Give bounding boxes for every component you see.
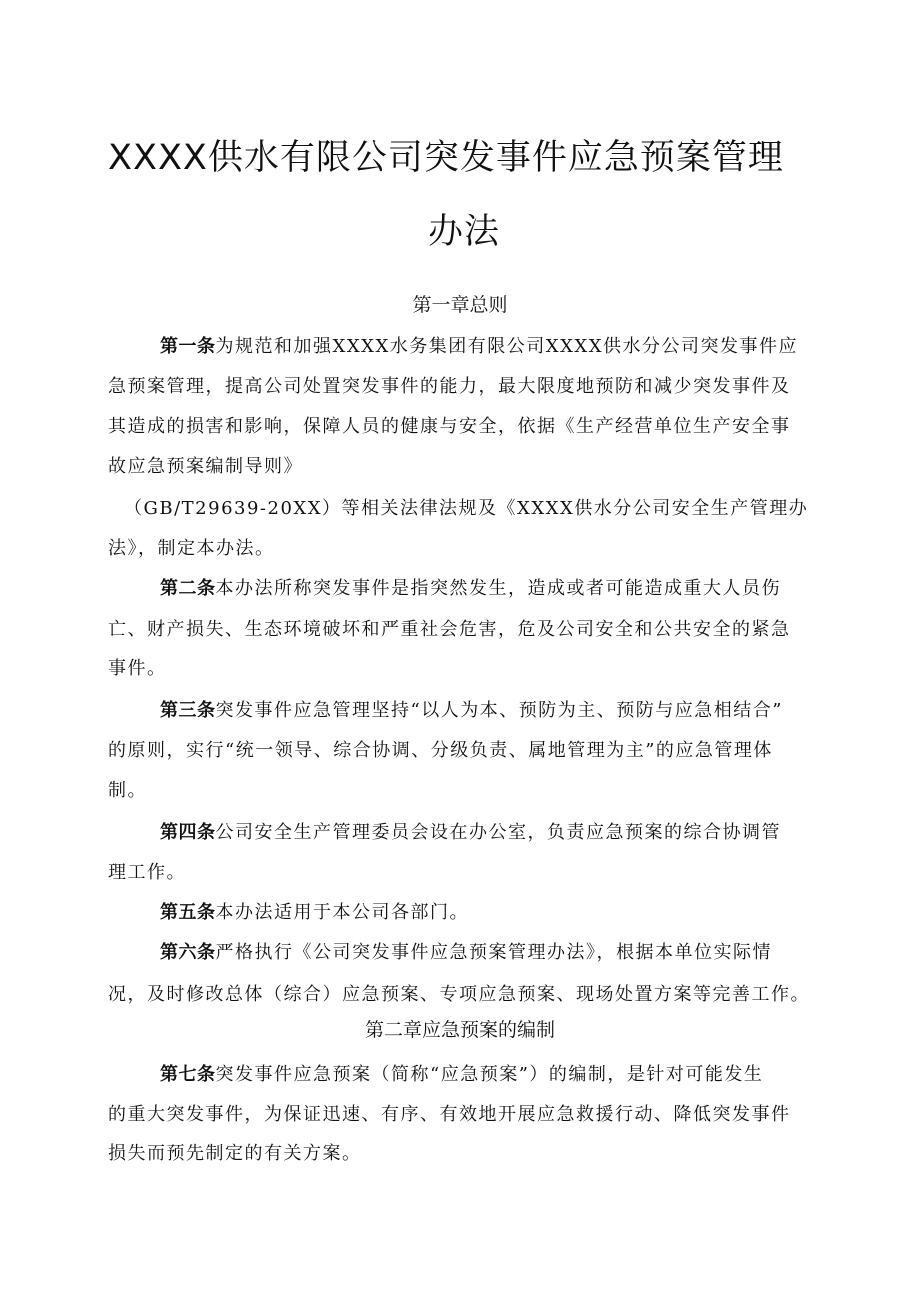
article-1-line-3: 其造成的损害和影响，保障人员的健康与安全，依据《生产经营单位生产安全事 bbox=[108, 416, 791, 437]
article-2-number: 第二条 bbox=[160, 578, 216, 599]
article-3-line-3: 制。 bbox=[108, 780, 147, 801]
article-6-text-1: 严格执行《公司突发事件应急预案管理办法》，根据本单位实际情 bbox=[215, 942, 772, 963]
article-1-line-2: 急预案管理，提高公司处置突发事件的能力，最大限度地预防和减少突发事件及 bbox=[108, 376, 791, 397]
document-title-line-1: XXXX供水有限公司突发事件应急预案管理 bbox=[108, 138, 784, 178]
article-1-line-1 bbox=[160, 334, 820, 360]
article-6-number: 第六条 bbox=[160, 942, 216, 963]
article-1-line-6: 法》，制定本办法。 bbox=[108, 538, 275, 559]
article-7-line-2: 的重大突发事件，为保证迅速、有序、有效地开展应急救援行动、降低突发事件 bbox=[108, 1104, 791, 1125]
article-1-line-4: 故应急预案编制导则》 bbox=[108, 456, 303, 477]
article-3-line-2: 的原则，实行“统一领导、综合协调、分级负责、属地管理为主”的应急管理体 bbox=[108, 740, 773, 761]
chapter-heading-1: 第一章总则 bbox=[412, 294, 508, 316]
article-5-number: 第五条 bbox=[160, 902, 216, 923]
article-6-line-1 bbox=[160, 940, 820, 966]
article-3-line-1 bbox=[160, 698, 820, 724]
article-6-line-2: 况，及时修改总体（综合）应急预案、专项应急预案、现场处置方案等完善工作。 bbox=[108, 984, 810, 1005]
article-7-line-3: 损失而预先制定的有关方案。 bbox=[108, 1143, 362, 1164]
article-3-text-1: 突发事件应急管理坚持“以人为本、预防为主、预防与应急相结合” bbox=[215, 700, 783, 721]
article-2-line-2: 亡、财产损失、生态环境破坏和严重社会危害，危及公司安全和公共安全的紧急 bbox=[108, 619, 791, 640]
article-1-text-1: 为规范和加强XXXX水务集团有限公司XXXX供水分公司突发事件应 bbox=[215, 336, 799, 357]
article-3-number: 第三条 bbox=[160, 700, 216, 721]
document-title-line-2: 办法 bbox=[428, 212, 501, 252]
article-4-line-2: 理工作。 bbox=[108, 862, 186, 883]
article-1-line-5: （GB/T29639-20XX）等相关法律法规及《XXXX供水分公司安全生产管理办 bbox=[124, 498, 809, 519]
article-2-line-3: 事件。 bbox=[108, 658, 167, 679]
article-4-number: 第四条 bbox=[160, 822, 216, 843]
article-7-number: 第七条 bbox=[160, 1064, 216, 1085]
article-2-line-1 bbox=[160, 576, 820, 602]
article-7-text-1: 突发事件应急预案（简称“应急预案”）的编制，是针对可能发生 bbox=[215, 1064, 764, 1085]
article-5-text-1: 本办法适用于本公司各部门。 bbox=[215, 902, 469, 923]
article-4-line-1 bbox=[160, 820, 820, 846]
article-4-text-1: 公司安全生产管理委员会设在办公室，负责应急预案的综合协调管 bbox=[215, 822, 781, 843]
article-5-line-1 bbox=[160, 900, 820, 926]
chapter-heading-2: 第二章应急预案的编制 bbox=[364, 1019, 555, 1041]
article-7-line-1 bbox=[160, 1062, 820, 1088]
article-2-text-1: 本办法所称突发事件是指突然发生，造成或者可能造成重大人员伤 bbox=[215, 578, 781, 599]
article-1-number: 第一条 bbox=[160, 336, 216, 357]
